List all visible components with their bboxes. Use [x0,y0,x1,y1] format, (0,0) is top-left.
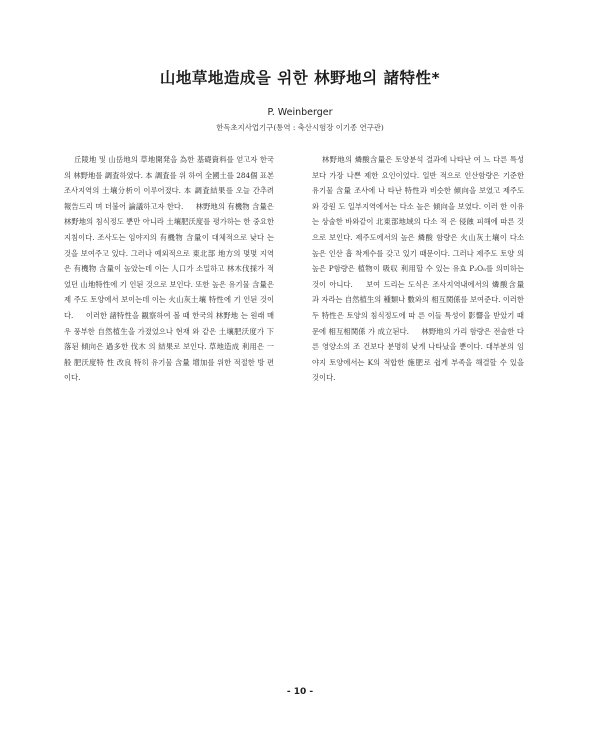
text-line: 해결할 수 있을 것이다. [312,357,524,383]
author-affiliation: 한독초지사업기구(통역 : 축산시험장 이기종 연구관) [216,123,384,132]
text-line: 는 원래 매우 풍부한 自然植生을 가졌었으나 현재 [64,310,275,336]
text-line: 보여 드리는 도식은 조사지역내에서의 燐酸含量 [366,279,525,289]
left-text-column [64,152,274,386]
text-line: P₂O₅를 의미하는 것이 아니다. [312,264,524,289]
text-line: 하여 全國土를 284個 표본 조사지역의 土壤分析이 [64,170,274,196]
text-line: 건보다 분명히 낮게 나타났을 뿐이다. 대부분의 임 [363,342,524,352]
text-line: 인된 것이다. [64,295,274,320]
text-line: 丘陵地 및 山岳地의 草地開発을 為한 基礎資料를 [74,155,234,164]
text-line: 주도 토양에서 보이는데 이는 火山灰土壤 特性에 기 [73,295,241,305]
text-line: 과 자라는 自然植生의 種類나 數와의 相互関係를 [312,295,468,305]
text-line: 林野地의 有機物 含量은 林野地의 침식정도 뿐만 [64,201,274,227]
text-line: 느 다른 특성보다 가장 나쁜 제한 요인이었다. 일반 [312,155,524,180]
text-line: 人口가 소밀하고 林木伐採가 적었던 山地特性에 기 [64,264,274,289]
right-text-column [312,152,524,386]
text-line: 의 높은 P함량은 植物이 吸収 利用할 수 있는 유효 [312,248,524,274]
text-line: 른 이들 특성이 影響을 받았기 때문에 相互相関係 [312,310,524,336]
text-line: 이러한 諸特性을 観察하여 볼 때 한국의 林野地 [85,310,239,320]
text-line: 높은 燐酸 함량은 火山灰土壤이 다소 높은 인산 흡 [312,232,524,258]
text-line: 한 이유는 상술한 바와같이 北東部地域의 다소 적 [312,201,524,227]
page-number: - 10 - [286,687,314,697]
text-line: 와 같은 土壤肥沃度가 下落된 傾向은 過多한 伐木 [64,326,274,352]
text-line: 林野地의 燐酸含量은 토양분석 결과에 나타난 여 [322,155,481,164]
text-line: 도 일부지역에서는 다소 높은 傾向을 보였다. 이러 [338,201,498,211]
text-line: 조사도는 임야지의 有機物 含量이 대체적으로 낮다 [97,232,265,242]
text-line: 야지 토양에서는 K의 적합한 施肥로 쉽게 부족을 [312,357,473,367]
text-line: 地方의 몇몇 지역은 有機物 含量이 높았는데 이는 [64,248,274,274]
text-line: 얻고자 한국의 林野地를 調査하였다. 本 調査를 위 [64,155,274,180]
text-line: 가 成立된다. [368,326,409,336]
text-line: 은 侵蝕 피해에 따른 것으로 보인다. 제주도에서의 [312,217,524,242]
text-line: 性 改良 特히 유기물 含量 增加를 위한 적절한 방 [106,357,265,367]
text-line: 이루어졌다. 本 調査結果를 오늘 간추려 報告드리 [64,186,274,211]
text-line: 의 結果로 보인다. 草地造成 利用은 一般 肥沃度特 [64,342,274,367]
text-line: 적으로 인산함량은 기준한 유기물 含量 조사에 나 [312,170,524,196]
text-line: 편이다. [64,357,274,383]
text-line: 인된 것으로 보인다. 또한 높은 유기물 含量은 제 [64,279,275,305]
text-line: 착계수를 갖고 있기 때문이다. 그러나 제주도 토양 [355,248,515,258]
author-name: P. Weinberger [267,107,333,118]
text-line: 며 더불어 論議하고자 한다. [95,201,184,211]
text-line: 는 것을 보여주고 있다. 그러나 예외적으로 東北部 [64,232,274,258]
article-title: 山地草地造成을 위한 林野地의 諸特性* [159,69,441,87]
text-line: 보여준다. 이러한 두 特性은 토양의 침식정도에 따 [312,295,524,320]
text-line: 타난 特性과 비슷한 傾向을 보였고 제주도와 강원 [312,186,524,211]
text-line: 아니라 土壤肥沃度를 평가하는 한 중요한 지침이다. [64,217,274,242]
text-line: 林野地의 가리 함량은 전술한 다른 영양소의 조 [312,326,524,352]
